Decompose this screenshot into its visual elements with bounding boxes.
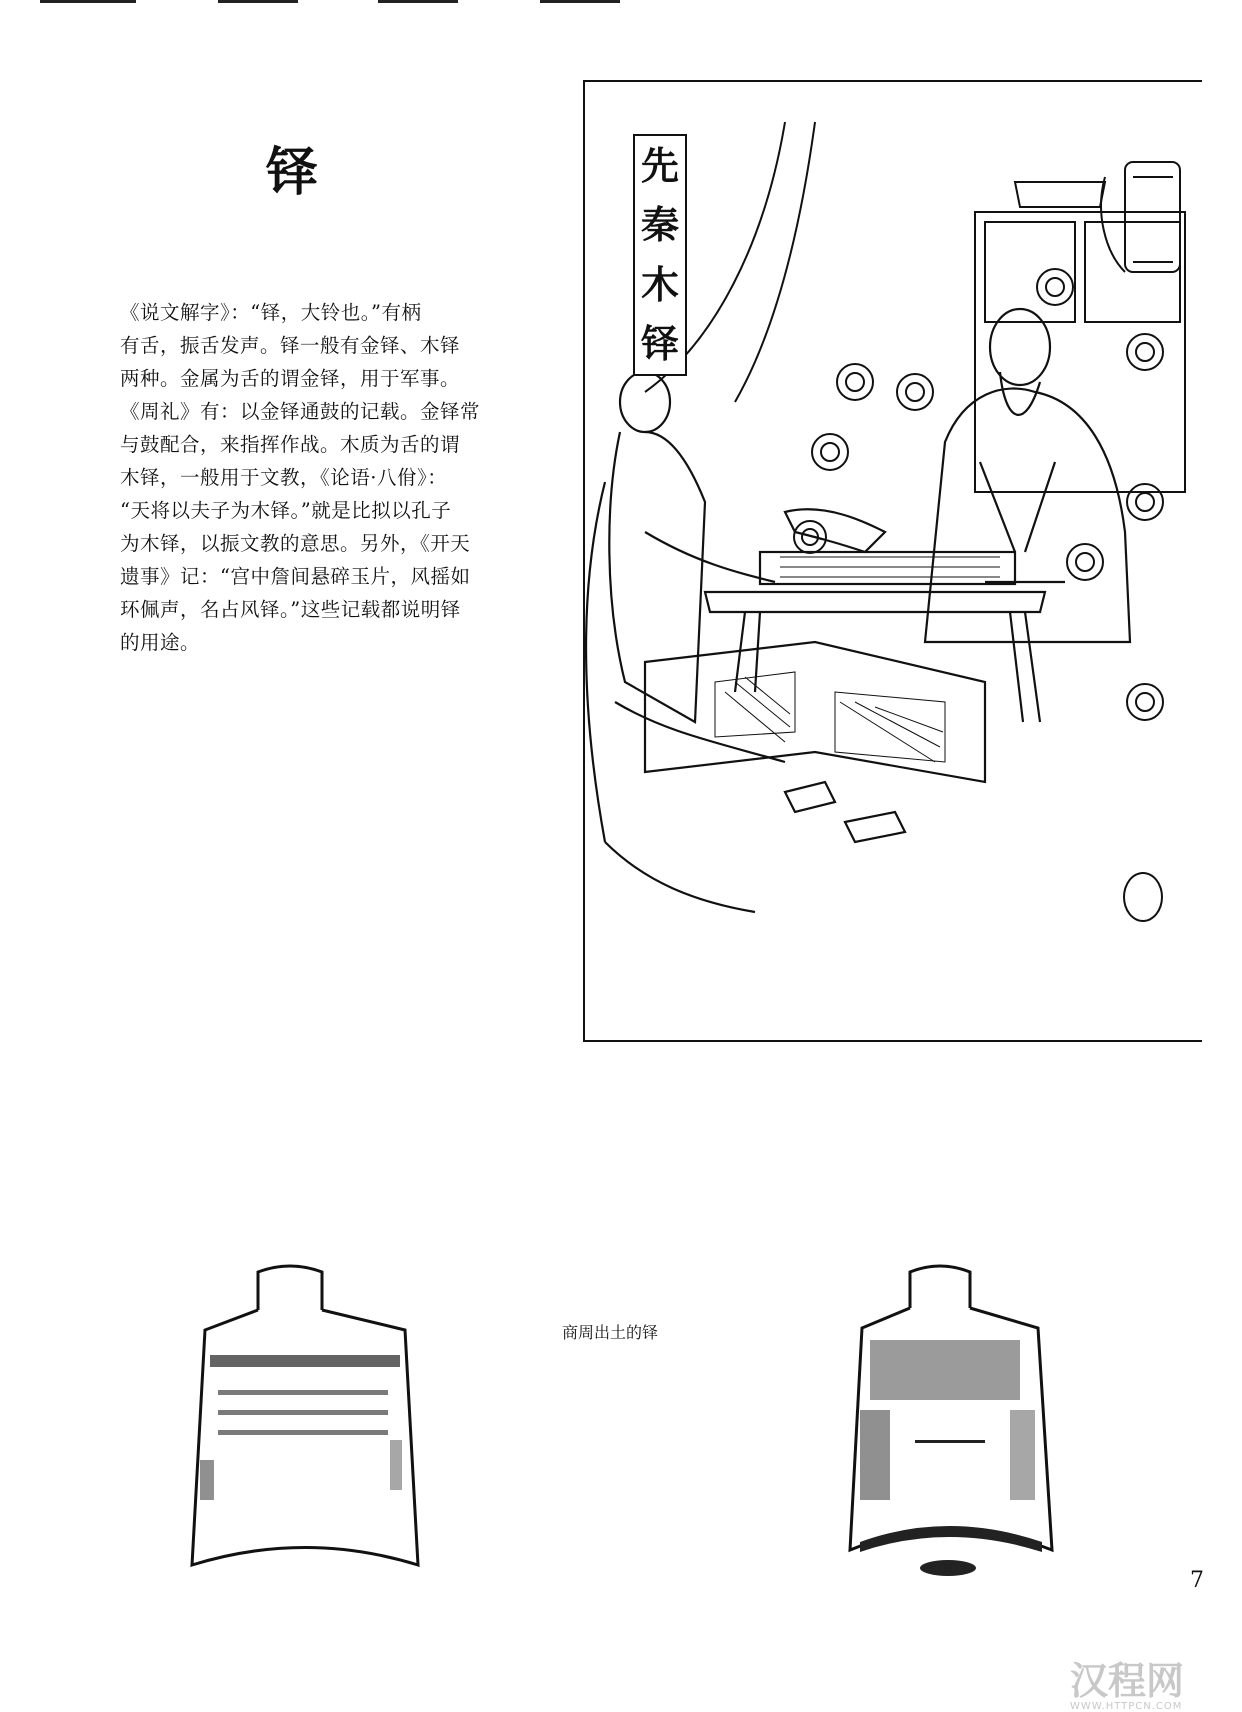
illustration-panel [583, 80, 1202, 1042]
page-title: 铎 [265, 143, 318, 203]
label-char-1: 先 [640, 143, 679, 188]
top-rule-4 [540, 0, 620, 3]
bells-caption: 商周出土的铎 [562, 1323, 659, 1342]
watermark [1070, 1650, 1184, 1712]
label-char-4: 铎 [640, 322, 679, 367]
label-char-2: 秦 [640, 203, 679, 248]
artist-seal [1123, 872, 1163, 922]
bell-right-image [830, 1260, 1070, 1580]
watermark-url: WWW.HTTPCN.COM [1070, 1701, 1183, 1712]
body-text: 《说文解字》：“铎，大铃也。”有柄 有舌，振舌发声。铎一般有金铎、木铎 两种。金属为舌的谓金铎，用于军事。 《周礼》有：以金铎通鼓的记载。金铎常 与鼓配合，来指挥作战。木质为舌的谓 木铎，一般用于文教，《论语·八佾》： “天将以夫子为木铎。”就是比拟以孔子 为木铎，以振文教的意思。另外，《开天 遗事》记：“宫中詹间悬碎玉片，风摇如 环佩声，名占风铎。”这些记载都说明铎 的用途。 [120, 301, 481, 654]
top-rule-3 [378, 0, 458, 3]
label-char-3: 木 [640, 262, 679, 307]
bell-left-image [170, 1260, 440, 1580]
top-rule-2 [218, 0, 298, 3]
page-number: 7 [1190, 1568, 1204, 1593]
illustration-vertical-label [633, 134, 687, 376]
watermark-main: 汉程网 [1070, 1659, 1185, 1703]
top-rule-1 [40, 0, 136, 3]
